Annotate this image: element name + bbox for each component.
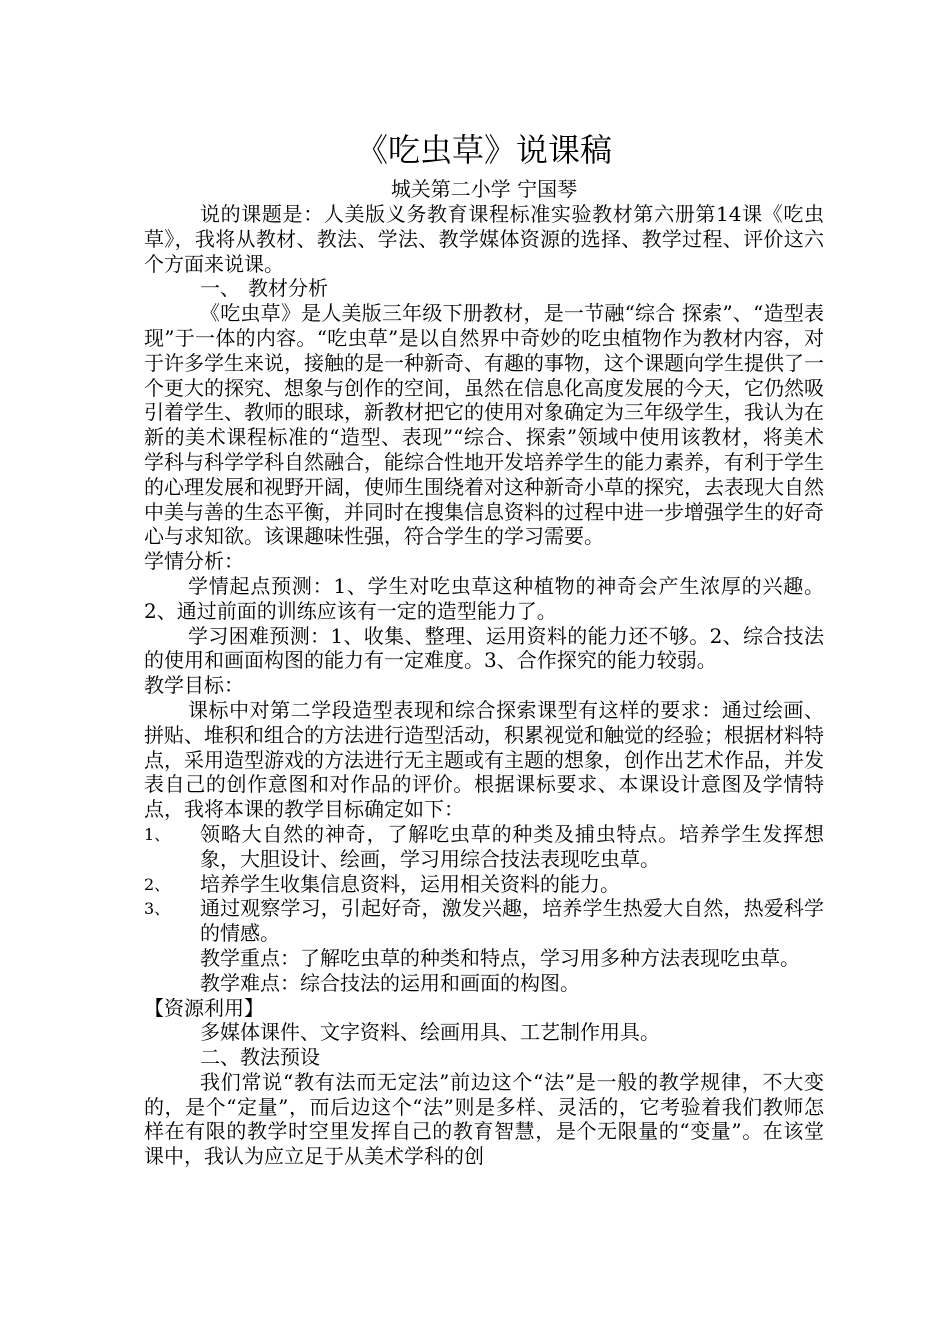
section-heading-2: 二、教法预设 [200,1045,320,1070]
goal-item [144,822,824,872]
difficult-point-paragraph: 教学难点：综合技法的运用和画面的构图。 [200,970,580,995]
document-body [144,128,824,1169]
goals-intro-paragraph: 课标中对第二学段造型表现和综合探索课型有这样的要求：通过绘画、拼贴、堆积和组合的方法进行造型活动，积累视觉和触觉的经验；根据材料特点，采用造型游戏的方法进行无主题或有主题的想象，创作出艺术作品，并发表自己的创作意图和对作品的评价。根据课标要求、本课设计意图及学情特点，我将本课的教学目标确定如下： [144,697,824,822]
resources-paragraph: 多媒体课件、文字资料、绘画用具、工艺制作用具。 [200,1020,660,1045]
goal-item [144,872,824,897]
section-title: 教材分析 [248,276,328,301]
goal-number: 3、 [144,899,171,919]
goal-item [144,896,824,946]
goals-heading: 教学目标： [144,673,244,698]
goal-text: 培养学生收集信息资料，运用相关资料的能力。 [200,871,620,896]
resources-heading: 【资源利用】 [144,995,264,1020]
goal-number: 1、 [144,824,171,844]
goal-number: 2、 [144,874,171,894]
document-title: 《吃虫草》说课稿 [355,131,612,169]
xueqing-start-paragraph: 学情起点预测：1、学生对吃虫草这种植物的神奇会产生浓厚的兴趣。2、通过前面的训练应该有一定的造型能力了。 [144,573,824,623]
analysis-paragraph: 《吃虫草》是人美版三年级下册教材，是一节融“综合 探索”、“造型表现”于一体的内容。“吃虫草”是以自然界中奇妙的吃虫植物作为教材内容，对于许多学生来说，接触的是一种新奇、有趣的事物，这个课题向学生提供了一个更大的探究、想象与创作的空间，虽然在信息化高度发展的今天，它仍然吸引着学生、教师的眼球，新教材把它的使用对象确定为三年级学生，我认为在新的美术课程标准的“造型、表现”“综合、探索”领域中使用该教材，将美术学科与科学学科自然融合，能综合性地开发培养学生的能力素养，有利于学生的心理发展和视野开阔，使师生围绕着对这种新奇小草的探究，去表现大自然中美与善的生态平衡，并同时在搜集信息资料的过程中进一步增强学生的好奇心与求知欲。该课趣味性强，符合学生的学习需要。 [144,301,824,549]
goal-text: 领略大自然的神奇，了解吃虫草的种类及捕虫特点。培养学生发挥想象，大胆设计、绘画，学习用综合技法表现吃虫草。 [200,821,824,871]
section-number: 一、 [200,276,240,301]
method-paragraph: 我们常说“教有法而无定法”前边这个“法”是一般的教学规律，不大变的，是个“定量”，而后边这个“法”则是多样、灵活的，它考验着我们教师怎样在有限的教学时空里发挥自己的教育智慧，是个无限量的“变量”。在该堂课中，我认为应立足于从美术学科的创 [144,1069,824,1169]
author-line: 城关第二小学 宁国琴 [390,177,578,201]
xueqing-heading: 学情分析： [144,549,244,574]
goal-text: 通过观察学习，引起好奇，激发兴趣，培养学生热爱大自然，热爱科学的情感。 [200,896,824,946]
section-heading-1 [144,276,824,301]
intro-paragraph: 说的课题是：人美版义务教育课程标准实验教材第六册第14课《吃虫草》，我将从教材、教法、学法、教学媒体资源的选择、教学过程、评价这六个方面来说课。 [144,202,824,276]
xueqing-difficulty-paragraph: 学习困难预测：1、收集、整理、运用资料的能力还不够。2、综合技法的使用和画面构图的能力有一定难度。3、合作探究的能力较弱。 [144,623,824,673]
key-point-paragraph: 教学重点：了解吃虫草的种类和特点，学习用多种方法表现吃虫草。 [200,945,800,970]
